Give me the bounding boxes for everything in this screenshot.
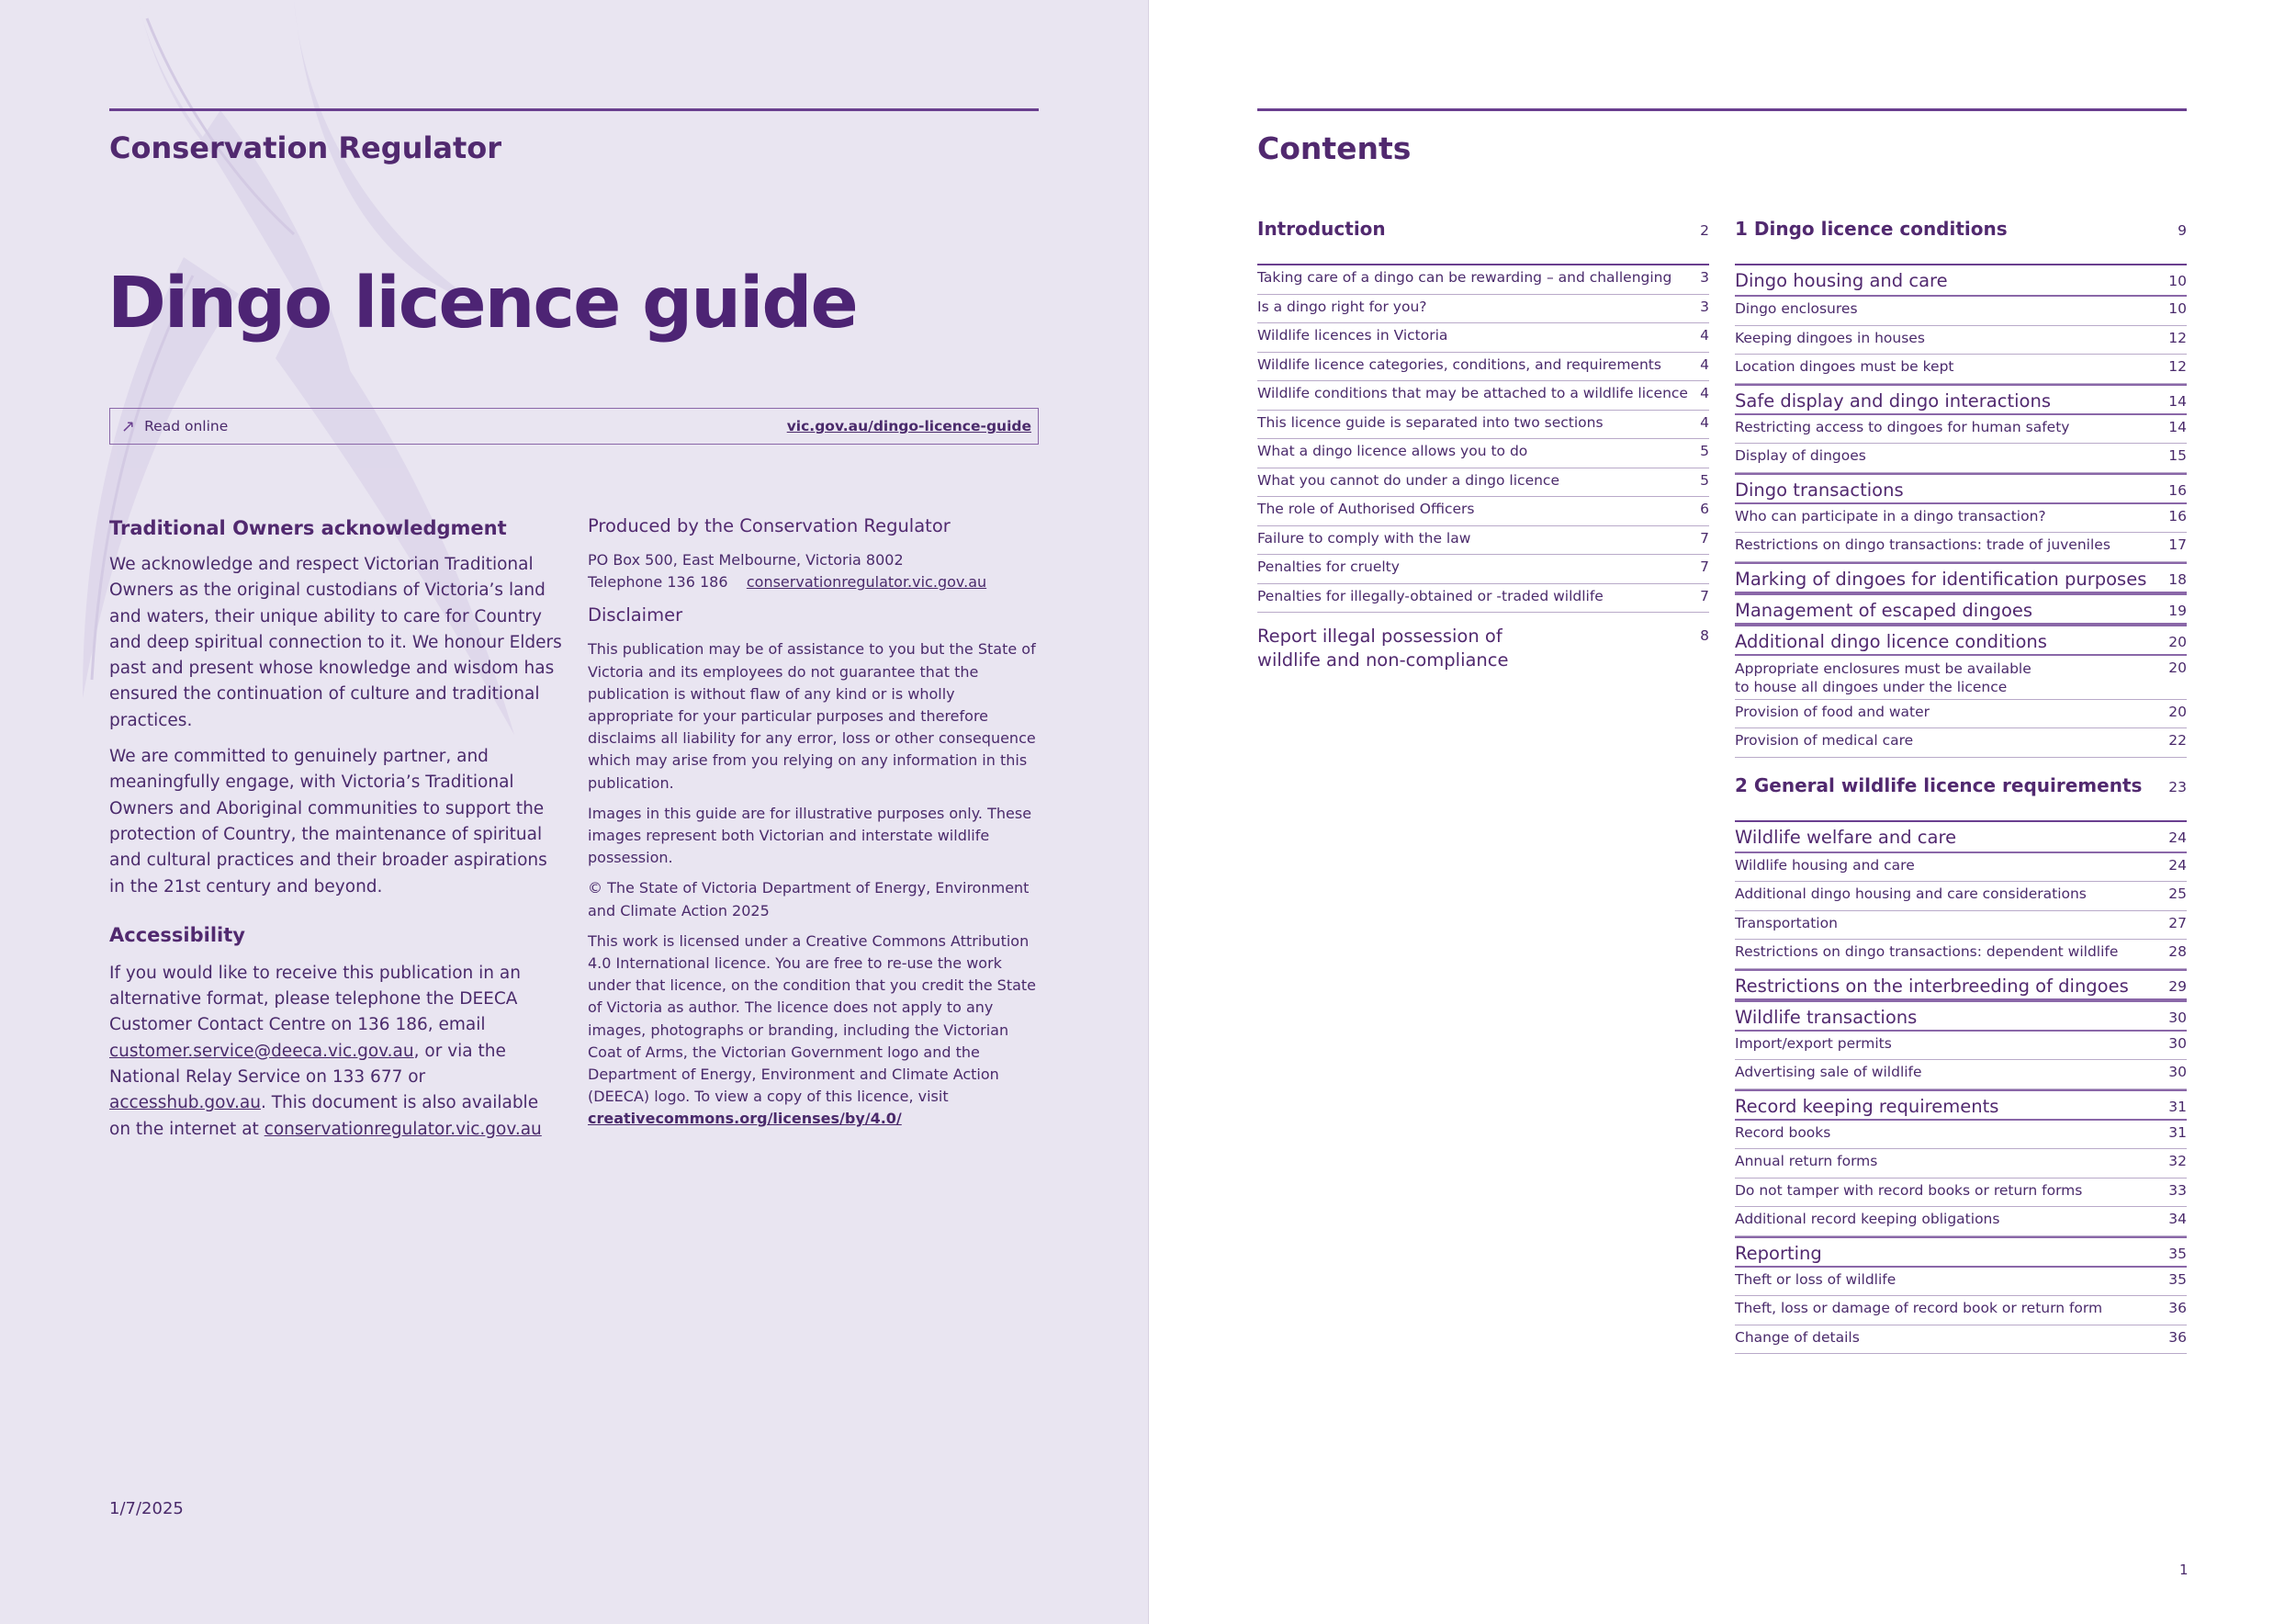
- telephone: Telephone 136 186: [588, 573, 728, 592]
- toc-page-number: 30: [2168, 1009, 2187, 1026]
- toc-heading[interactable]: [1735, 265, 2187, 297]
- produced-link[interactable]: conservationregulator.vic.gov.au: [746, 573, 987, 592]
- toc-entry[interactable]: [1735, 728, 2187, 758]
- toc-page-number: 8: [1700, 627, 1709, 644]
- toc-page-number: 4: [1700, 413, 1709, 431]
- publisher-column: [588, 515, 1040, 1139]
- toc-label: Failure to comply with the law: [1257, 529, 1471, 547]
- website-link[interactable]: conservationregulator.vic.gov.au: [264, 1119, 542, 1139]
- toc-page-number: 6: [1700, 501, 1709, 517]
- toc-heading[interactable]: [1735, 1236, 2187, 1268]
- accessibility-paragraph: [109, 961, 563, 1143]
- toc-label: Location dingoes must be kept: [1735, 358, 1954, 375]
- toc-entry[interactable]: [1735, 911, 2187, 941]
- toc-label: Wildlife transactions: [1735, 1006, 1918, 1028]
- toc-label: Restrictions on the interbreeding of dingoes: [1735, 975, 2129, 997]
- produced-details: [588, 549, 1040, 593]
- toc-entry[interactable]: [1257, 584, 1709, 614]
- toc-page-number: 5: [1700, 443, 1709, 459]
- toc-label: Additional dingo licence conditions: [1735, 630, 2047, 652]
- toc-entry[interactable]: [1257, 381, 1709, 411]
- toc-heading[interactable]: [1735, 625, 2187, 656]
- toc-label: Wildlife welfare and care: [1735, 826, 1957, 848]
- toc-label: The role of Authorised Officers: [1257, 501, 1475, 517]
- toc-heading[interactable]: [1735, 473, 2187, 504]
- toc-label: Keeping dingoes in houses: [1735, 329, 1925, 346]
- toc-page-number: 32: [2168, 1153, 2187, 1169]
- toc-label: Appropriate enclosures must be available to house all dingoes under the licence: [1735, 660, 2032, 695]
- toc-page-number: 15: [2168, 447, 2187, 464]
- toc-label: What a dingo licence allows you to do: [1257, 443, 1528, 459]
- contents-top-rule: [1257, 108, 2187, 111]
- toc-label: Record keeping requirements: [1735, 1095, 1999, 1117]
- disclaimer-heading: Disclaimer: [588, 604, 683, 626]
- toc-label: Dingo housing and care: [1735, 270, 1948, 291]
- toc-entry[interactable]: [1257, 468, 1709, 498]
- toc-page-number: 17: [2168, 536, 2187, 553]
- toc-label: Safe display and dingo interactions: [1735, 389, 2051, 412]
- toc-label: What you cannot do under a dingo licence: [1257, 471, 1559, 489]
- publication-date: 1/7/2025: [109, 1499, 184, 1518]
- toc-page-number: 12: [2168, 358, 2187, 375]
- toc-entry[interactable]: [1257, 497, 1709, 526]
- toc-page-number: 35: [2168, 1245, 2187, 1262]
- toc-entry[interactable]: [1735, 940, 2187, 969]
- toc-entry[interactable]: [1735, 1296, 2187, 1325]
- toc-page-number: 33: [2168, 1181, 2187, 1199]
- toc-page-number: 24: [2168, 829, 2187, 846]
- toc-page-number: 35: [2168, 1270, 2187, 1288]
- toc-column-1: [1257, 212, 1709, 673]
- toc-label: Report illegal possession of wildlife and non-compliance: [1257, 626, 1509, 671]
- read-online-link[interactable]: vic.gov.au/dingo-licence-guide: [786, 418, 1031, 434]
- toc-label: Record books: [1735, 1123, 1831, 1141]
- toc-entry[interactable]: [1735, 504, 2187, 534]
- toc-label: Provision of medical care: [1735, 732, 1914, 749]
- toc-page-number: 28: [2168, 943, 2187, 960]
- toc-page-number: 3: [1700, 269, 1709, 286]
- toc-entry[interactable]: [1735, 882, 2187, 911]
- toc-page-number: 5: [1700, 471, 1709, 489]
- toc-label: 2 General wildlife licence requirements: [1735, 773, 2143, 796]
- toc-label: Theft or loss of wildlife: [1735, 1270, 1896, 1288]
- toc-entry[interactable]: [1735, 1032, 2187, 1061]
- toc-label: Wildlife housing and care: [1735, 856, 1915, 874]
- creative-commons-link[interactable]: creativecommons.org/licenses/by/4.0/: [588, 1110, 902, 1128]
- toc-label: Penalties for illegally-obtained or -traded wildlife: [1257, 587, 1604, 604]
- toc-page-number: 7: [1700, 529, 1709, 547]
- address: PO Box 500, East Melbourne, Victoria 8002: [588, 551, 904, 569]
- toc-entry[interactable]: [1735, 700, 2187, 729]
- toc-page-number: 2: [1700, 222, 1709, 239]
- accessibility-text: . This document is also available on the internet at: [109, 1093, 539, 1139]
- toc-entry[interactable]: [1735, 1325, 2187, 1355]
- toc-label: Reporting: [1735, 1242, 1822, 1264]
- toc-label: Dingo transactions: [1735, 479, 1904, 501]
- toc-heading[interactable]: [1735, 822, 2187, 853]
- toc-label: Wildlife licences in Victoria: [1257, 327, 1448, 344]
- toc-label: Wildlife licence categories, conditions, and requirements: [1257, 355, 1661, 373]
- read-online-label: Read online: [144, 418, 229, 434]
- toc-page-number: 30: [2168, 1064, 2187, 1080]
- toc-label: Display of dingoes: [1735, 447, 1866, 464]
- toc-entry[interactable]: [1735, 656, 2187, 700]
- toc-page-number: 10: [2168, 273, 2187, 289]
- toc-page-number: 18: [2168, 570, 2187, 588]
- toc-page-number: 31: [2168, 1123, 2187, 1141]
- toc-page-number: 4: [1700, 385, 1709, 401]
- toc-label: Is a dingo right for you?: [1257, 298, 1427, 315]
- toc-label: Penalties for cruelty: [1257, 558, 1400, 575]
- toc-entry[interactable]: [1257, 555, 1709, 584]
- page-number: 1: [2179, 1562, 2189, 1578]
- toc-entry[interactable]: [1735, 853, 2187, 883]
- commitment-paragraph: We are committed to genuinely partner, and meaningfully engage, with Victoria’s Traditional Owners and Aboriginal communities to support the protection of Country, the maintenance of spiritual and cultural practices and their broader aspirations in the 21st century and beyond.: [109, 747, 547, 897]
- toc-entry[interactable]: [1257, 323, 1709, 353]
- toc-label: This licence guide is separated into two sections: [1257, 413, 1604, 431]
- toc-entry[interactable]: [1257, 439, 1709, 468]
- licence-text: This work is licensed under a Creative Commons Attribution 4.0 International licence. You are free to re-use the work under that licence, on the condition that you credit the State of Victoria as author. The licence does not apply to any images, photographs or branding, including the Victorian Coat of Arms, the Victorian Government logo and the Department of Energy, Environment and Climate Action (DEECA) logo. To view a copy of this licence, visit: [588, 931, 1037, 1106]
- toc-page-number: 25: [2168, 885, 2187, 902]
- images-paragraph: Images in this guide are for illustrative purposes only. These images represent both Victorian and interstate wildlife possession.: [588, 804, 1032, 867]
- toc-entry[interactable]: [1735, 1207, 2187, 1236]
- toc-label: Taking care of a dingo can be rewarding – and challenging: [1257, 269, 1672, 286]
- toc-label: Restrictions on dingo transactions: trade of juveniles: [1735, 536, 2110, 553]
- toc-page-number: 7: [1700, 587, 1709, 604]
- toc-label: Wildlife conditions that may be attached to a wildlife licence: [1257, 385, 1688, 401]
- toc-label: Provision of food and water: [1735, 703, 1930, 720]
- toc-heading[interactable]: [1735, 562, 2187, 593]
- toc-page-number: 22: [2168, 732, 2187, 749]
- accessibility-text: If you would like to receive this publication in an alternative format, please telephone the DEECA Customer Contact Centre on 136 186, email: [109, 963, 521, 1035]
- toc-page-number: 31: [2168, 1098, 2187, 1115]
- toc-label: Restricting access to dingoes for human safety: [1735, 418, 2070, 435]
- toc-label: Introduction: [1257, 218, 1386, 240]
- produced-heading: Produced by the Conservation Regulator: [588, 515, 951, 536]
- toc-label: Additional dingo housing and care considerations: [1735, 885, 2087, 902]
- toc-label: Annual return forms: [1735, 1153, 1878, 1169]
- toc-entry[interactable]: [1735, 326, 2187, 355]
- toc-label: Import/export permits: [1735, 1034, 1892, 1052]
- toc-column-2: [1735, 212, 2187, 1354]
- toc-page-number: 30: [2168, 1034, 2187, 1052]
- toc-entry[interactable]: [1257, 295, 1709, 324]
- toc-label: Advertising sale of wildlife: [1735, 1064, 1922, 1080]
- toc-label: Marking of dingoes for identification purposes: [1735, 568, 2147, 590]
- toc-entry[interactable]: [1735, 1060, 2187, 1089]
- toc-entry[interactable]: [1257, 353, 1709, 382]
- toc-heading[interactable]: [1735, 384, 2187, 415]
- toc-page-number: 3: [1700, 298, 1709, 315]
- toc-page-number: 14: [2168, 418, 2187, 435]
- toc-label: Additional record keeping obligations: [1735, 1211, 2000, 1227]
- toc-entry[interactable]: [1735, 444, 2187, 473]
- toc-entry[interactable]: [1735, 1121, 2187, 1150]
- toc-page-number: 4: [1700, 355, 1709, 373]
- toc-page-number: 36: [2168, 1300, 2187, 1316]
- acknowledgment-heading: Traditional Owners acknowledgment: [109, 517, 507, 539]
- toc-heading[interactable]: [1735, 1000, 2187, 1032]
- toc-label: Restrictions on dingo transactions: dependent wildlife: [1735, 943, 2119, 960]
- accessibility-text: , or via the National Relay Service on 133 677 or: [109, 1041, 506, 1088]
- toc-entry[interactable]: [1257, 265, 1709, 295]
- accesshub-link[interactable]: accesshub.gov.au: [109, 1093, 261, 1113]
- toc-heading[interactable]: [1257, 618, 1709, 673]
- toc-page-number: 20: [2168, 703, 2187, 720]
- toc-entry[interactable]: [1735, 415, 2187, 445]
- toc-heading[interactable]: [1735, 969, 2187, 1000]
- toc-page-number: 34: [2168, 1211, 2187, 1227]
- contents-title: Contents: [1257, 130, 1412, 166]
- toc-page-number: 7: [1700, 558, 1709, 575]
- toc-section[interactable]: [1735, 212, 2187, 265]
- toc-label: Dingo enclosures: [1735, 300, 1858, 317]
- toc-entry[interactable]: [1735, 1268, 2187, 1297]
- toc-entry[interactable]: [1735, 297, 2187, 326]
- toc-entry[interactable]: [1735, 1149, 2187, 1179]
- toc-label: Transportation: [1735, 914, 1838, 931]
- toc-heading[interactable]: [1735, 593, 2187, 625]
- toc-page-number: 23: [2168, 778, 2187, 795]
- disclaimer-paragraph: This publication may be of assistance to you but the State of Victoria and its employees do not guarantee that the publication is without flaw of any kind or is wholly appropriate for your particular purposes and therefore disclaims all liability for any error, loss or other consequence which may arise from you relying on any information in this publication.: [588, 640, 1036, 792]
- toc-section[interactable]: [1735, 769, 2187, 822]
- toc-entry[interactable]: [1735, 355, 2187, 384]
- toc-page-number: 9: [2178, 222, 2187, 239]
- copyright-paragraph: © The State of Victoria Department of Energy, Environment and Climate Action 2025: [588, 879, 1030, 919]
- acknowledgment-column: [109, 517, 563, 1153]
- toc-label: Who can participate in a dingo transaction?: [1735, 507, 2046, 524]
- email-link[interactable]: customer.service@deeca.vic.gov.au: [109, 1041, 414, 1061]
- toc-section[interactable]: [1257, 212, 1709, 265]
- toc-page-number: 20: [2168, 659, 2187, 676]
- toc-entry[interactable]: [1257, 526, 1709, 556]
- toc-page-number: 27: [2168, 914, 2187, 931]
- document-title: Dingo licence guide: [107, 263, 857, 344]
- toc-page-number: 20: [2168, 633, 2187, 650]
- toc-label: Do not tamper with record books or return forms: [1735, 1181, 2083, 1199]
- toc-page-number: 10: [2168, 300, 2187, 317]
- toc-entry[interactable]: [1735, 1179, 2187, 1208]
- acknowledgment-paragraph: We acknowledge and respect Victorian Traditional Owners as the original custodians of Victoria’s land and waters, their unique ability to care for Country and deep spiritual connection to it. We honour Elders past and present whose knowledge and wisdom has ensured the continuation of culture and traditional practices.: [109, 555, 562, 730]
- read-online-bar[interactable]: [109, 408, 1039, 445]
- toc-label: Management of escaped dingoes: [1735, 599, 2033, 621]
- toc-heading[interactable]: [1735, 1089, 2187, 1121]
- toc-page-number: 19: [2168, 602, 2187, 619]
- toc-page-number: 16: [2168, 507, 2187, 524]
- toc-page-number: 24: [2168, 856, 2187, 874]
- toc-page-number: 16: [2168, 481, 2187, 499]
- toc-label: Change of details: [1735, 1328, 1860, 1346]
- toc-label: 1 Dingo licence conditions: [1735, 218, 2008, 240]
- toc-label: Theft, loss or damage of record book or return form: [1735, 1300, 2103, 1316]
- toc-page-number: 29: [2168, 977, 2187, 995]
- toc-page-number: 14: [2168, 392, 2187, 410]
- toc-page-number: 4: [1700, 327, 1709, 344]
- toc-page-number: 12: [2168, 329, 2187, 346]
- toc-page-number: 36: [2168, 1328, 2187, 1346]
- external-link-arrow-icon: ↗: [121, 416, 136, 436]
- toc-entry[interactable]: [1257, 411, 1709, 440]
- top-rule: [109, 108, 1039, 111]
- licence-paragraph: [588, 930, 1040, 1131]
- toc-entry[interactable]: [1735, 533, 2187, 562]
- accessibility-heading: Accessibility: [109, 923, 245, 946]
- brand-name: Conservation Regulator: [109, 130, 502, 165]
